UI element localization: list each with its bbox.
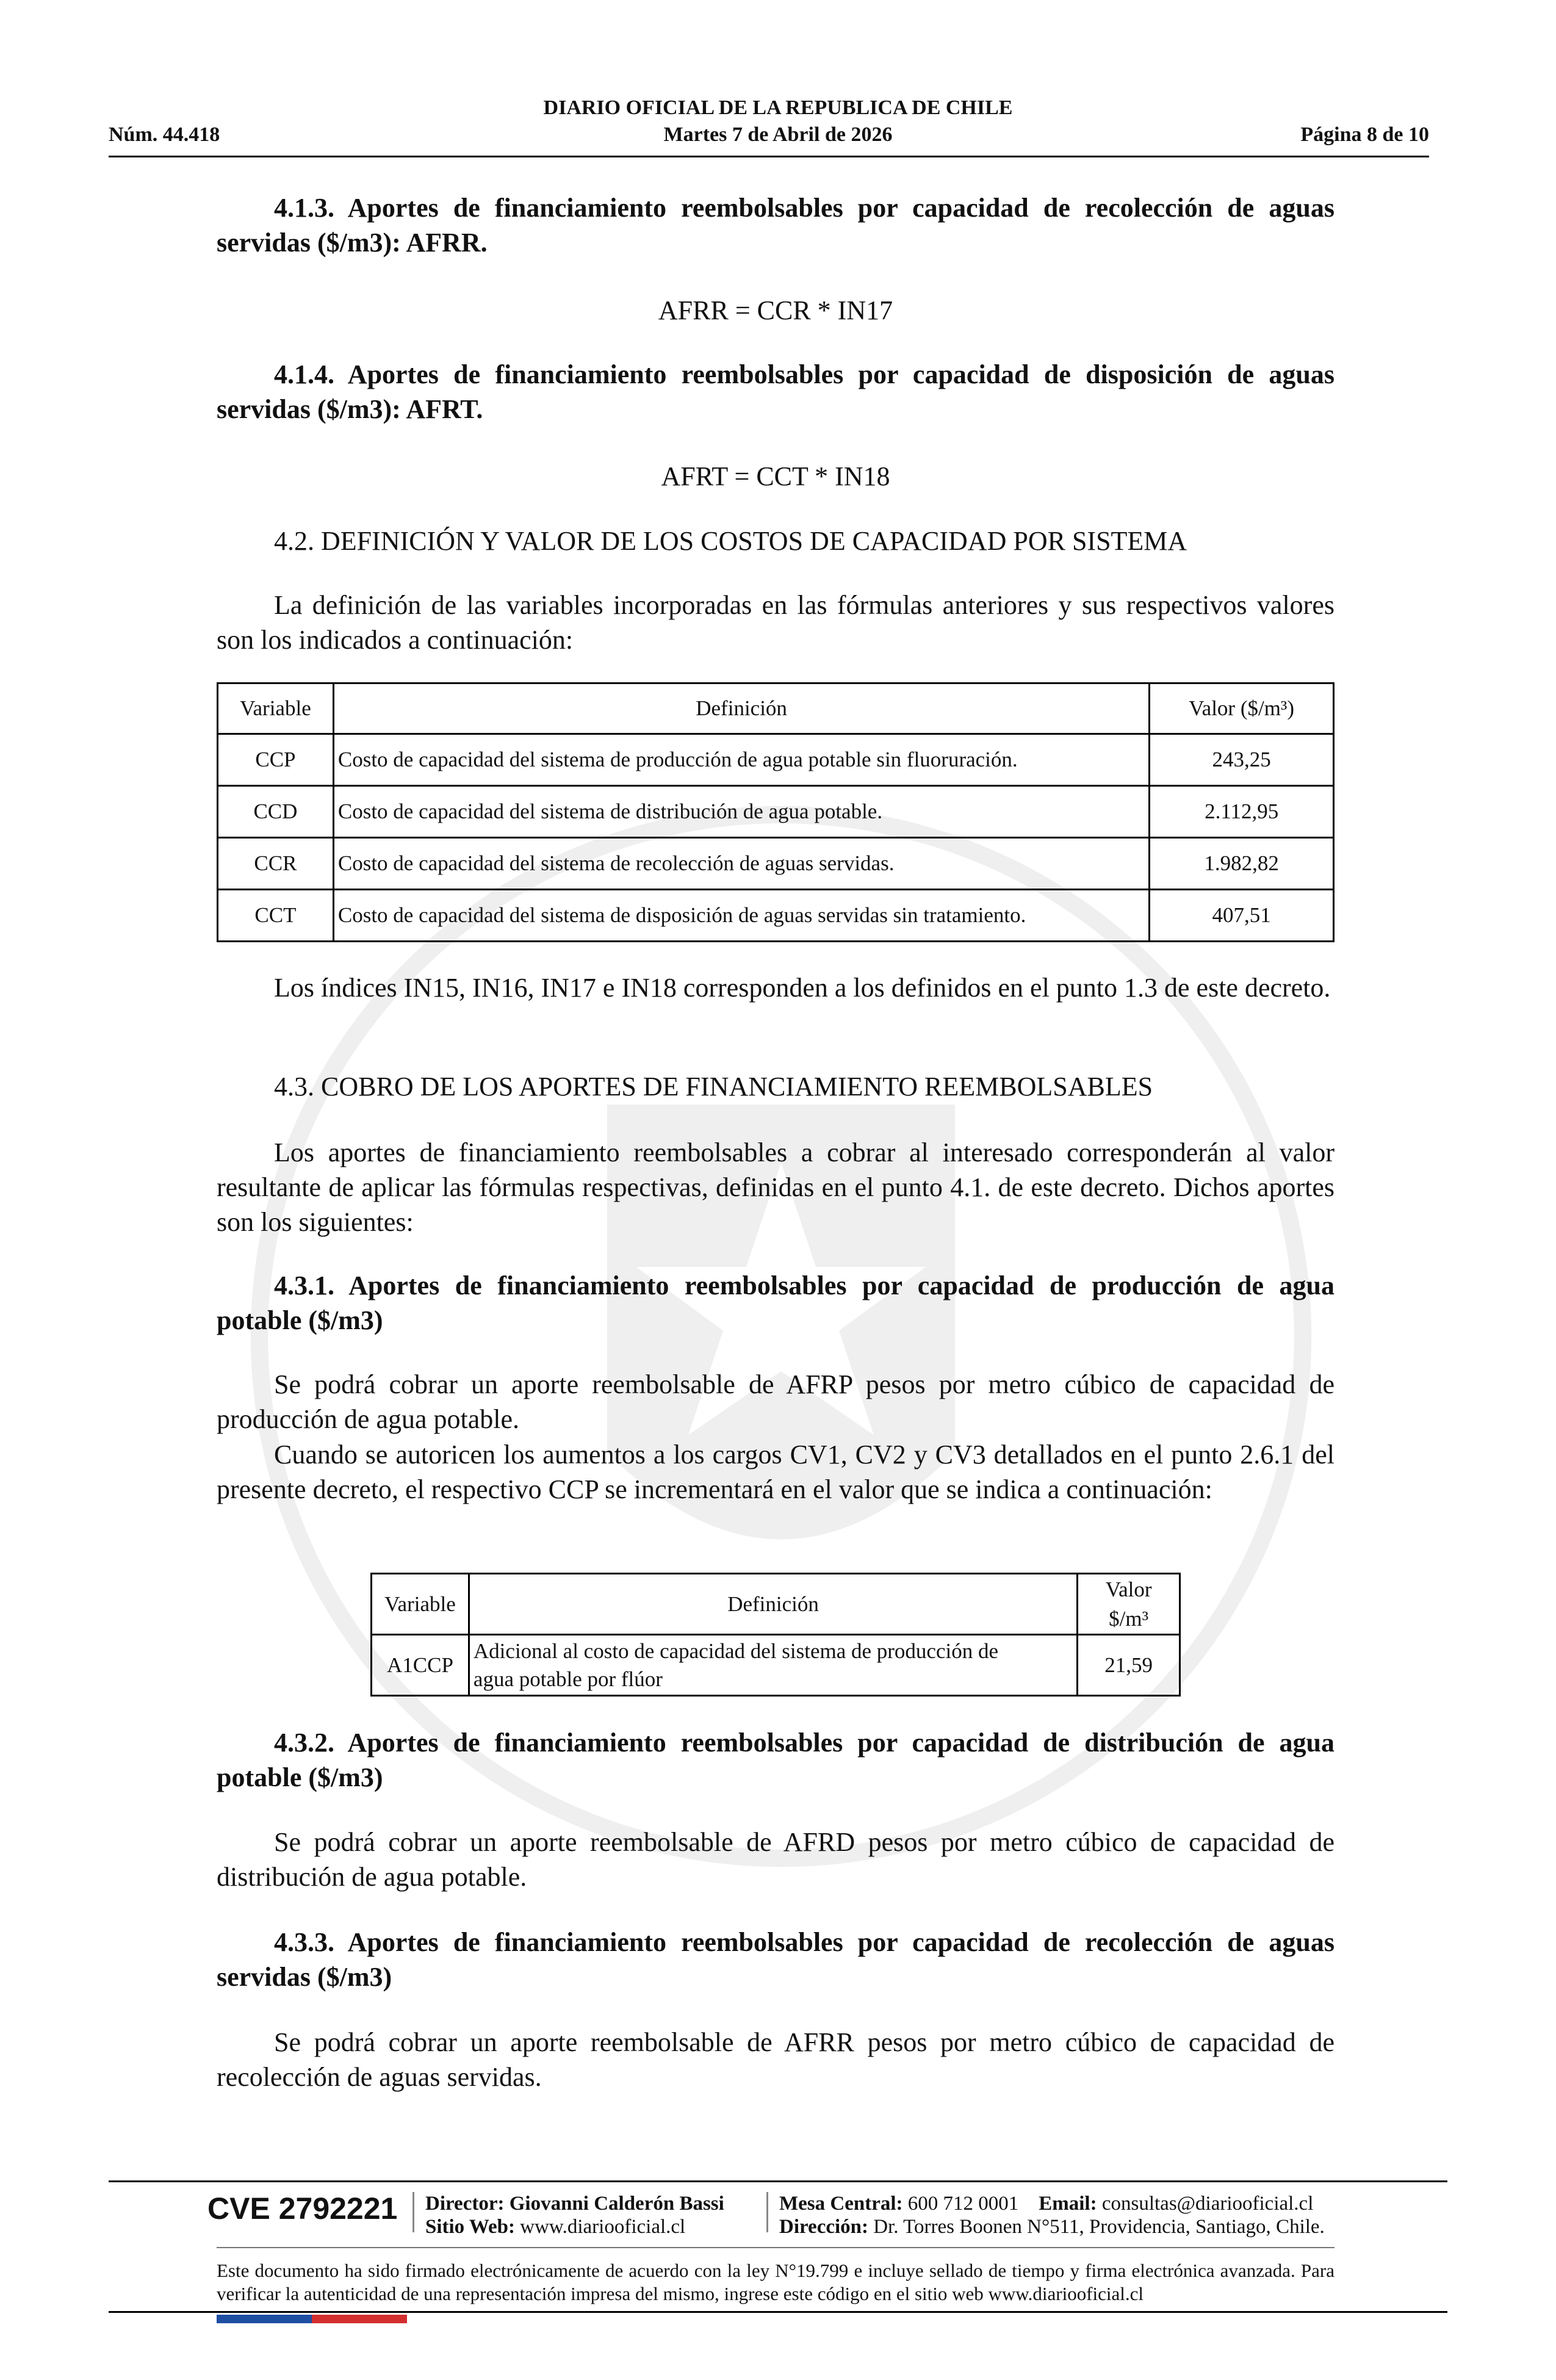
footer-divider (412, 2192, 414, 2232)
page-indicator: Página 8 de 10 (1300, 123, 1429, 146)
address-label: Dirección: (779, 2216, 869, 2238)
paragraph-4-3-1-a: Se podrá cobrar un aporte reembolsable de AFRP pesos por metro cúbico de capacidad de producción de agua potable. (217, 1369, 1334, 1434)
address-text: Dr. Torres Boonen N°511, Providencia, Santiago, Chile. (873, 2216, 1325, 2238)
variable-cell: A1CCP (372, 1635, 469, 1696)
table-row (218, 734, 1334, 786)
additional-cost-table (370, 1573, 1181, 1697)
definition-cell: Costo de capacidad del sistema de producción de agua potable sin fluoruración. (333, 734, 1149, 786)
formula-afrr: AFRR = CCR * IN17 (658, 295, 893, 325)
definition-line-1: Adicional al costo de capacidad del sistema de producción de (473, 1639, 999, 1663)
heading-4-3-2: 4.3.2. Aportes de financiamiento reembolsables por capacidad de distribución de agua potable ($/m3) (217, 1728, 1334, 1792)
heading-4-1-3: 4.1.3. Aportes de financiamiento reembolsables por capacidad de recolección de aguas servidas ($/m3): AFRR. (217, 193, 1334, 258)
variable-cell: CCP (218, 734, 334, 786)
table-header-cell: Valor ($/m³) (1150, 683, 1334, 734)
definition-cell: Costo de capacidad del sistema de recolección de aguas servidas. (333, 838, 1149, 890)
footer-rule-mid (217, 2247, 1334, 2248)
director-label: Director: (425, 2193, 505, 2215)
flag-stripe-blue (217, 2315, 312, 2323)
footer-rule-top (109, 2180, 1447, 2182)
capacity-costs-table (217, 682, 1334, 942)
table-row (218, 890, 1334, 942)
definition-cell: Costo de capacidad del sistema de disposición de aguas servidas sin tratamiento. (333, 890, 1149, 942)
table-header-row (372, 1574, 1180, 1635)
definition-line-2: agua potable por flúor (473, 1667, 663, 1691)
issue-date: Martes 7 de Abril de 2026 (663, 123, 893, 146)
heading-4-3-3: 4.3.3. Aportes de financiamiento reembolsables por capacidad de recolección de aguas servidas ($/m3) (217, 1927, 1334, 1992)
variable-cell: CCT (218, 890, 334, 942)
table-row (372, 1635, 1180, 1696)
table-header-row (218, 683, 1334, 734)
footer-contact-block (779, 2192, 1325, 2238)
email-label: Email: (1039, 2193, 1097, 2215)
value-cell: 21,59 (1078, 1635, 1180, 1696)
unit-header: $/m³ (1109, 1606, 1149, 1631)
email-link[interactable]: consultas@diariooficial.cl (1101, 2193, 1314, 2215)
site-link[interactable]: www.diariooficial.cl (520, 2216, 686, 2238)
paragraph-4-2-intro: La definición de las variables incorporadas en las fórmulas anteriores y sus respectivos valores son los indicados a continuación: (217, 590, 1334, 655)
variable-cell: CCR (218, 838, 334, 890)
table-header-cell: Definición (333, 683, 1149, 734)
footer-rule-bottom (109, 2311, 1447, 2313)
value-cell: 407,51 (1150, 890, 1334, 942)
heading-4-2: 4.2. DEFINICIÓN Y VALOR DE LOS COSTOS DE CAPACIDAD POR SISTEMA (274, 526, 1187, 556)
value-header: Valor (1105, 1577, 1152, 1601)
flag-stripe-red (312, 2315, 407, 2323)
heading-4-1-4: 4.1.4. Aportes de financiamiento reembolsables por capacidad de disposición de aguas servidas ($/m3): AFRT. (217, 359, 1334, 424)
formula-afrt: AFRT = CCT * IN18 (661, 461, 890, 491)
mesa-phone: 600 712 0001 (907, 2193, 1019, 2215)
footer-director-block (425, 2192, 724, 2238)
value-cell: 243,25 (1150, 734, 1334, 786)
table-row (218, 786, 1334, 838)
table-header-cell: Definición (469, 1574, 1077, 1635)
variable-cell: CCD (218, 786, 334, 838)
table-header-cell (1078, 1574, 1180, 1635)
table-header-cell: Variable (218, 683, 334, 734)
newspaper-title: DIARIO OFICIAL DE LA REPUBLICA DE CHILE (543, 96, 1013, 119)
site-label: Sitio Web: (425, 2216, 516, 2238)
paragraph-4-3-2: Se podrá cobrar un aporte reembolsable de AFRD pesos por metro cúbico de capacidad de distribución de agua potable. (217, 1827, 1334, 1892)
paragraph-4-3-1-b: Cuando se autoricen los aumentos a los cargos CV1, CV2 y CV3 detallados en el punto 2.6.1 del presente decreto, el respectivo CCP se incrementará en el valor que se indica a continuación: (217, 1440, 1334, 1504)
footer-divider (766, 2192, 768, 2232)
issue-number: Núm. 44.418 (109, 123, 220, 146)
value-cell: 1.982,82 (1150, 838, 1334, 890)
paragraph-4-3-intro: Los aportes de financiamiento reembolsables a cobrar al interesado corresponderán al valor resultante de aplicar las fórmulas respectivas, definidas en el punto 4.1. de este decreto. Dichos aportes son los siguientes: (217, 1138, 1334, 1237)
cve-code: CVE 2792221 (207, 2191, 398, 2226)
table-row (218, 838, 1334, 890)
header-rule (109, 156, 1429, 157)
heading-4-3-1: 4.3.1. Aportes de financiamiento reembolsables por capacidad de producción de agua potable ($/m3) (217, 1271, 1334, 1335)
definition-cell: Costo de capacidad del sistema de distribución de agua potable. (333, 786, 1149, 838)
table-header-cell: Variable (372, 1574, 469, 1635)
paragraph-indices: Los índices IN15, IN16, IN17 e IN18 corresponden a los definidos en el punto 1.3 de este decreto. (274, 973, 1331, 1003)
value-cell: 2.112,95 (1150, 786, 1334, 838)
director-name: Giovanni Calderón Bassi (509, 2193, 724, 2215)
paragraph-4-3-3: Se podrá cobrar un aporte reembolsable de AFRR pesos por metro cúbico de capacidad de recolección de aguas servidas. (217, 2027, 1334, 2092)
mesa-label: Mesa Central: (779, 2193, 903, 2215)
heading-4-3: 4.3. COBRO DE LOS APORTES DE FINANCIAMIENTO REEMBOLSABLES (274, 1072, 1153, 1102)
definition-cell (469, 1635, 1077, 1696)
signature-note: Este documento ha sido firmado electrónicamente de acuerdo con la ley N°19.799 e incluye sellado de tiempo y firma electrónica avanzada. Para verificar la autenticidad de una representación impresa del mismo, ingrese este código en el sitio web www.diariooficial.cl (217, 2260, 1334, 2304)
